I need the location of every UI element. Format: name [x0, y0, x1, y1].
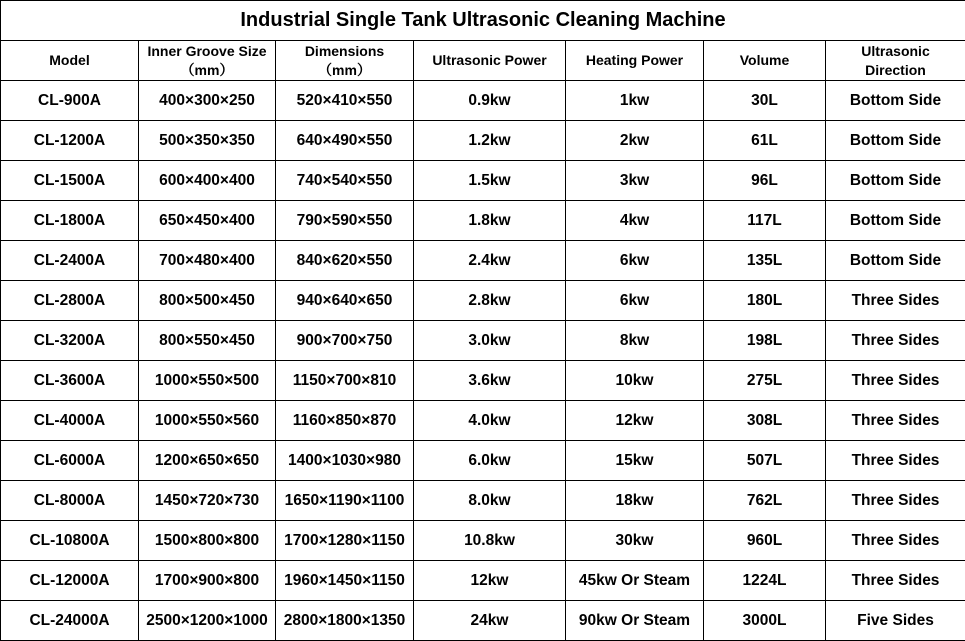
cell-volume: 275L — [704, 361, 826, 401]
cell-model: CL-12000A — [1, 561, 139, 601]
cell-ultrasonic-power: 0.9kw — [414, 81, 566, 121]
cell-ultrasonic-power: 3.6kw — [414, 361, 566, 401]
cell-volume: 198L — [704, 321, 826, 361]
cell-dimensions: 1700×1280×1150 — [276, 521, 414, 561]
cell-ultrasonic-power: 1.8kw — [414, 201, 566, 241]
cell-heating-power: 12kw — [566, 401, 704, 441]
cell-model: CL-6000A — [1, 441, 139, 481]
header-ultrasonic-direction: Ultrasonic Direction — [826, 41, 965, 81]
cell-dimensions: 740×540×550 — [276, 161, 414, 201]
cell-model: CL-1200A — [1, 121, 139, 161]
cell-dimensions: 2800×1800×1350 — [276, 601, 414, 641]
table-row — [1, 521, 965, 561]
cell-heating-power: 3kw — [566, 161, 704, 201]
cell-heating-power: 2kw — [566, 121, 704, 161]
cell-inner-groove-size: 800×550×450 — [139, 321, 276, 361]
table-row — [1, 201, 965, 241]
cell-heating-power: 8kw — [566, 321, 704, 361]
cell-ultrasonic-direction: Three Sides — [826, 521, 965, 561]
cell-heating-power: 6kw — [566, 241, 704, 281]
cell-ultrasonic-power: 2.8kw — [414, 281, 566, 321]
cell-ultrasonic-direction: Bottom Side — [826, 241, 965, 281]
cell-ultrasonic-direction: Bottom Side — [826, 201, 965, 241]
cell-ultrasonic-power: 3.0kw — [414, 321, 566, 361]
cell-model: CL-4000A — [1, 401, 139, 441]
cell-heating-power: 4kw — [566, 201, 704, 241]
cell-inner-groove-size: 1000×550×500 — [139, 361, 276, 401]
header-volume: Volume — [704, 41, 826, 81]
cell-model: CL-1800A — [1, 201, 139, 241]
cell-heating-power: 30kw — [566, 521, 704, 561]
cell-model: CL-1500A — [1, 161, 139, 201]
cell-ultrasonic-power: 1.5kw — [414, 161, 566, 201]
table-row — [1, 321, 965, 361]
table-title: Industrial Single Tank Ultrasonic Cleaning Machine — [1, 1, 965, 41]
cell-dimensions: 900×700×750 — [276, 321, 414, 361]
cell-dimensions: 1160×850×870 — [276, 401, 414, 441]
cell-model: CL-2800A — [1, 281, 139, 321]
cell-ultrasonic-power: 8.0kw — [414, 481, 566, 521]
cell-ultrasonic-power: 6.0kw — [414, 441, 566, 481]
header-ultrasonic-power: Ultrasonic Power — [414, 41, 566, 81]
cell-dimensions: 790×590×550 — [276, 201, 414, 241]
header-model: Model — [1, 41, 139, 81]
cell-model: CL-900A — [1, 81, 139, 121]
cell-volume: 3000L — [704, 601, 826, 641]
cell-heating-power: 6kw — [566, 281, 704, 321]
cell-ultrasonic-direction: Three Sides — [826, 361, 965, 401]
cell-ultrasonic-power: 4.0kw — [414, 401, 566, 441]
table-row — [1, 361, 965, 401]
cell-volume: 96L — [704, 161, 826, 201]
cell-model: CL-8000A — [1, 481, 139, 521]
cell-volume: 762L — [704, 481, 826, 521]
cell-inner-groove-size: 600×400×400 — [139, 161, 276, 201]
table-row — [1, 81, 965, 121]
cell-heating-power: 10kw — [566, 361, 704, 401]
cell-dimensions: 1400×1030×980 — [276, 441, 414, 481]
cell-dimensions: 640×490×550 — [276, 121, 414, 161]
cell-model: CL-3200A — [1, 321, 139, 361]
cell-model: CL-24000A — [1, 601, 139, 641]
cell-ultrasonic-direction: Five Sides — [826, 601, 965, 641]
cell-ultrasonic-power: 10.8kw — [414, 521, 566, 561]
header-row — [1, 41, 965, 81]
table-row — [1, 281, 965, 321]
cell-ultrasonic-direction: Bottom Side — [826, 81, 965, 121]
cell-dimensions: 1960×1450×1150 — [276, 561, 414, 601]
cell-dimensions: 840×620×550 — [276, 241, 414, 281]
table-row — [1, 121, 965, 161]
cell-heating-power: 90kw Or Steam — [566, 601, 704, 641]
cell-ultrasonic-direction: Three Sides — [826, 561, 965, 601]
cell-ultrasonic-direction: Three Sides — [826, 441, 965, 481]
cell-dimensions: 940×640×650 — [276, 281, 414, 321]
cell-volume: 308L — [704, 401, 826, 441]
cell-ultrasonic-direction: Bottom Side — [826, 121, 965, 161]
cell-heating-power: 1kw — [566, 81, 704, 121]
cell-inner-groove-size: 500×350×350 — [139, 121, 276, 161]
cell-volume: 117L — [704, 201, 826, 241]
cell-inner-groove-size: 700×480×400 — [139, 241, 276, 281]
cell-model: CL-2400A — [1, 241, 139, 281]
cell-volume: 960L — [704, 521, 826, 561]
cell-ultrasonic-direction: Three Sides — [826, 481, 965, 521]
table-row — [1, 481, 965, 521]
cell-volume: 30L — [704, 81, 826, 121]
cell-inner-groove-size: 650×450×400 — [139, 201, 276, 241]
cell-ultrasonic-power: 12kw — [414, 561, 566, 601]
cell-model: CL-3600A — [1, 361, 139, 401]
cell-inner-groove-size: 800×500×450 — [139, 281, 276, 321]
cell-dimensions: 1150×700×810 — [276, 361, 414, 401]
cell-volume: 135L — [704, 241, 826, 281]
table-row — [1, 441, 965, 481]
cell-inner-groove-size: 1700×900×800 — [139, 561, 276, 601]
cell-volume: 1224L — [704, 561, 826, 601]
cell-heating-power: 45kw Or Steam — [566, 561, 704, 601]
table-row — [1, 161, 965, 201]
cell-model: CL-10800A — [1, 521, 139, 561]
cell-volume: 180L — [704, 281, 826, 321]
cell-inner-groove-size: 2500×1200×1000 — [139, 601, 276, 641]
cell-heating-power: 18kw — [566, 481, 704, 521]
cell-ultrasonic-power: 24kw — [414, 601, 566, 641]
cell-dimensions: 520×410×550 — [276, 81, 414, 121]
cell-inner-groove-size: 1500×800×800 — [139, 521, 276, 561]
cell-ultrasonic-power: 1.2kw — [414, 121, 566, 161]
cell-volume: 507L — [704, 441, 826, 481]
cell-volume: 61L — [704, 121, 826, 161]
cell-ultrasonic-direction: Three Sides — [826, 321, 965, 361]
table-row — [1, 241, 965, 281]
cell-ultrasonic-direction: Three Sides — [826, 281, 965, 321]
table-row — [1, 561, 965, 601]
cell-dimensions: 1650×1190×1100 — [276, 481, 414, 521]
cell-ultrasonic-power: 2.4kw — [414, 241, 566, 281]
cell-inner-groove-size: 1450×720×730 — [139, 481, 276, 521]
cell-ultrasonic-direction: Bottom Side — [826, 161, 965, 201]
header-inner-groove-size: Inner Groove Size （mm） — [139, 41, 276, 81]
cell-inner-groove-size: 400×300×250 — [139, 81, 276, 121]
table-row — [1, 601, 965, 641]
header-dimensions: Dimensions （mm） — [276, 41, 414, 81]
title-row — [1, 1, 965, 41]
cell-ultrasonic-direction: Three Sides — [826, 401, 965, 441]
header-heating-power: Heating Power — [566, 41, 704, 81]
table-row — [1, 401, 965, 441]
cell-inner-groove-size: 1000×550×560 — [139, 401, 276, 441]
cell-heating-power: 15kw — [566, 441, 704, 481]
cell-inner-groove-size: 1200×650×650 — [139, 441, 276, 481]
